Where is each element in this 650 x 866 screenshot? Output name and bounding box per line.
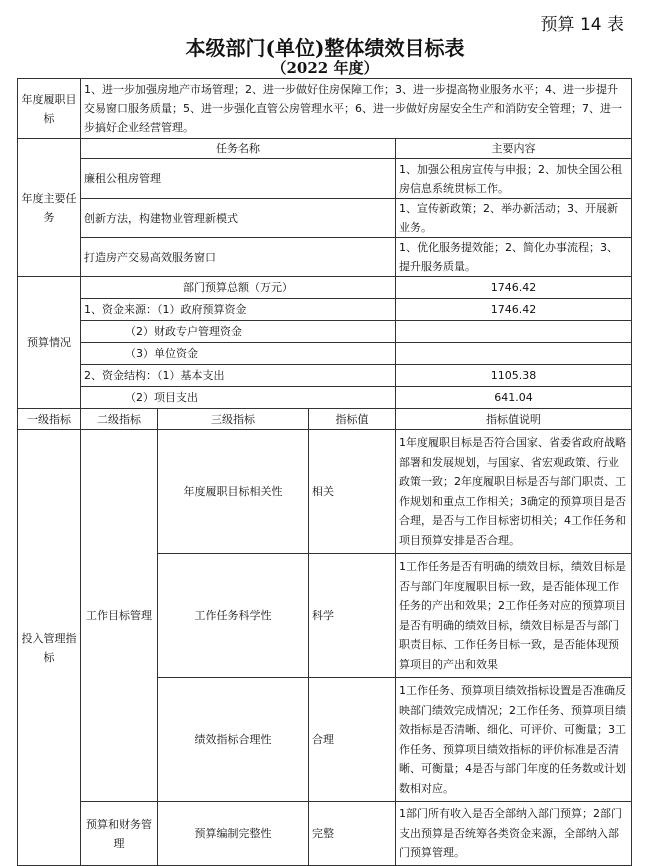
form-number: 预算 14 表 xyxy=(540,15,624,35)
indicator-desc: 1工作任务是否有明确的绩效目标，绩效目标是否与部门年度履职目标一致，是否能体现工作任务的产出和效果；2工作任务对应的预算项目是否有明确的绩效目标，绩效目标是否与部门职责目标、工作任务目标一致，是否能体现预算项目的产出和效果 xyxy=(396,554,632,678)
budget-label: 预算情况 xyxy=(18,277,81,409)
indicator-value: 科学 xyxy=(309,554,396,678)
budget-row-value: 641.04 xyxy=(396,387,632,409)
page-title: 本级部门(单位)整体绩效目标表 xyxy=(185,36,465,60)
header-value: 指标值 xyxy=(309,409,396,430)
budget-row-value xyxy=(396,343,632,365)
task-name: 廉租公租房管理 xyxy=(81,159,396,199)
indicator-desc: 1工作任务、预算项目绩效指标设置是否准确反映部门绩效完成情况；2工作任务、预算项目绩效指标是否清晰、细化、可评价、可衡量；3工作任务、预算项目绩效指标的评价标准是否清晰、可衡量；4是否与部门年度的任务数或计划数相对应。 xyxy=(396,678,632,802)
task-name: 打造房产交易高效服务窗口 xyxy=(81,238,396,277)
indicator-level3: 年度履职目标相关性 xyxy=(158,430,309,554)
header-desc: 指标值说明 xyxy=(396,409,632,430)
budget-row-name: （3）单位资金 xyxy=(81,343,396,365)
tasks-col-content: 主要内容 xyxy=(396,139,632,159)
indicator-level3: 预算编制完整性 xyxy=(158,802,309,866)
header-level2: 二级指标 xyxy=(81,409,158,430)
page-year: （2022 年度） xyxy=(271,59,379,77)
task-content: 1、宣传新政策；2、举办新活动；3、开展新业务。 xyxy=(396,199,632,238)
budget-row-name: 部门预算总额（万元） xyxy=(81,277,396,299)
indicator-value: 完整 xyxy=(309,802,396,866)
indicator-level3: 工作任务科学性 xyxy=(158,554,309,678)
task-content: 1、加强公租房宣传与申报；2、加快全国公租房信息系统贯标工作。 xyxy=(396,159,632,199)
budget-row-name: （2）项目支出 xyxy=(81,387,396,409)
budget-row-value: 1746.42 xyxy=(396,299,632,321)
goal-text: 1、进一步加强房地产市场管理；2、进一步做好住房保障工作；3、进一步提高物业服务水平；4、进一步提升交易窗口服务质量；5、进一步强化直管公房管理水平；6、进一步做好房屋安全生产和消防安全管理；7、进一步搞好企业经营管理。 xyxy=(81,79,632,139)
tasks-label: 年度主要任务 xyxy=(18,139,81,277)
performance-target-table xyxy=(17,78,632,866)
indicator-level3: 绩效指标合理性 xyxy=(158,678,309,802)
header-level1: 一级指标 xyxy=(18,409,81,430)
indicator-desc: 1部门所有收入是否全部纳入部门预算；2部门支出预算是否统筹各类资金来源，全部纳入部门预算管理。 xyxy=(396,802,632,866)
budget-row-value xyxy=(396,321,632,343)
budget-row-name: 1、资金来源：（1）政府预算资金 xyxy=(81,299,396,321)
budget-row-name: （2）财政专户管理资金 xyxy=(81,321,396,343)
indicator-level1: 投入管理指标 xyxy=(18,430,81,866)
tasks-col-name: 任务名称 xyxy=(81,139,396,159)
task-content: 1、优化服务提效能；2、简化办事流程；3、提升服务质量。 xyxy=(396,238,632,277)
indicator-level2: 工作目标管理 xyxy=(81,430,158,802)
budget-row-name: 2、资金结构：（1）基本支出 xyxy=(81,365,396,387)
budget-row-value: 1746.42 xyxy=(396,277,632,299)
indicator-value: 相关 xyxy=(309,430,396,554)
budget-row-value: 1105.38 xyxy=(396,365,632,387)
goal-label: 年度履职目标 xyxy=(18,79,81,139)
indicator-value: 合理 xyxy=(309,678,396,802)
indicator-desc: 1年度履职目标是否符合国家、省委省政府战略部署和发展规划，与国家、省宏观政策、行业政策一致；2年度履职目标是否与部门职责、工作规划和重点工作相关；3确定的预算项目是否合理，是否与工作目标密切相关；4工作任务和项目预算安排是否合理。 xyxy=(396,430,632,554)
task-name: 创新方法，构建物业管理新模式 xyxy=(81,199,396,238)
indicator-level2: 预算和财务管理 xyxy=(81,802,158,866)
header-level3: 三级指标 xyxy=(158,409,309,430)
